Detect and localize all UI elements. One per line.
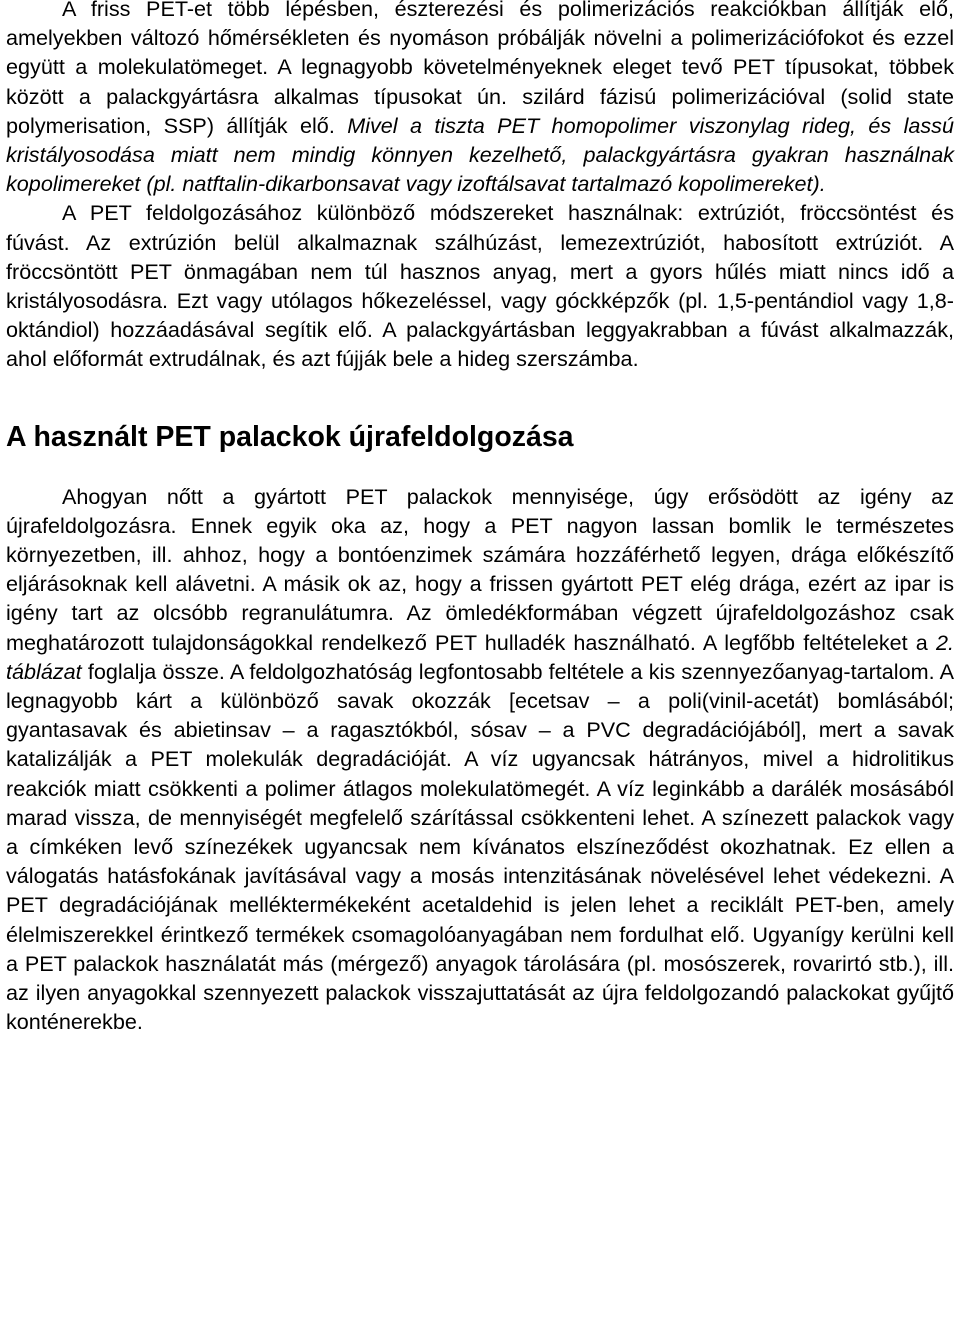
paragraph-text: Ahogyan nőtt a gyártott PET palackok mennyisége, úgy erősödött az igény az újrafeldolgozásra. Ennek egyik oka az, hogy a PET nagyon lassan bomlik le természetes környezetben, ill. ahhoz, hogy a bontóenzimek számára hozzáférhető legyen, drága előkészítő eljárásoknak kell alávetni. A másik ok az, hogy a frissen gyártott PET elég drága, ezért az ipar is igény tart az olcsóbb regranulátumra. Az ömledékformában végzett újrafeldolgozáshoz csak meghatározott tulajdonságokkal rendelkező PET hulladék használható. A legfőbb feltételeket a [6, 483, 954, 655]
italic-copolymer-note: Mivel a tiszta PET homopolimer viszonylag rideg, és lassú kristályosodása miatt nem mindig könnyen kezelhető, palackgyártásra gyakran használnak kopolimereket (pl. natftalin-dikarbonsavat vagy izoftálsavat tartalmazó kopolimereket). [6, 112, 954, 197]
paragraph-text: A friss PET-et több lépésben, észterezési és polimerizációs reakciókban állítják elő, amelyekben változó hőmérsékleten és nyomáson próbálják növelni a polimerizációfokot és ezzel együtt a molekulatömeget. A legnagyobb követelményeknek eleget tevő PET típusokat, többek között a palackgyártásra alkalmas típusokat ún. szilárd fázisú polimerizációval (solid state polymerisation, SSP) állítják elő. [6, 0, 954, 138]
section-heading-recycling: A használt PET palackok újrafeldolgozása [6, 420, 574, 453]
paragraph-text-continued: foglalja össze. A feldolgozhatóság legfontosabb feltétele a kis szennyezőanyag-tartalom. A legnagyobb kárt a különböző savak okozzák [ecetsav – a poli(vinil-acetát) bomlásából; gyantasavak és abietinsav – a ragasztókból, sósav – a PVC degradációjából], mert a savak katalizálják a PET molekulák degradációját. A víz ugyancsak hátrányos, mivel a hidrolitikus reakciók miatt csökkenti a polimer átlagos molekulatömegét. A víz leginkább a darálék mosásából marad vissza, de mennyiségét megfelelő szárítással csökkenteni lehet. A színezett palackok vagy a címkéken levő színezékek ugyancsak nem kívánatos elszíneződést okozhatnak. Ez ellen a válogatás hatásfokának javításával vagy a mosás intenzitásának növelésével lehet védekezni. A PET degradációjának melléktermékeként acetaldehid is jelen lehet a reciklált PET-ben, amely élelmiszerekkel érintkező termékek csomagolóanyagában nem fordulhat elő. Ugyanígy kerülni kell a PET palackok használatát más (mérgező) anyagok tárolására (pl. mosószerek, rovarirtó stb.), ill. az ilyen anyagokkal szennyezett palackok visszajuttatását az újra feldolgozandó palackokat gyűjtő konténerekbe. [6, 658, 954, 1035]
table-reference: 2. táblázat [6, 629, 954, 684]
paragraph-pet-processing: A PET feldolgozásához különböző módszereket használnak: extrúziót, fröccsöntést és fúvást. Az extrúzión belül alkalmaznak szálhúzást, lemezextrúziót, habosított extrúziót. A fröccsöntött PET önmagában nem túl hasznos anyag, mert a gyors hűlés miatt nincs idő a kristályosodásra. Ezt vagy utólagos hőkezeléssel, vagy góckképzők (pl. 1,5-pentándiol vagy 1,8-oktándiol) hozzáadásával segítik elő. A palackgyártásban leggyakrabban a fúvást alkalmazzák, ahol előformát extrudálnak, és azt fújják bele a hideg szerszámba. [6, 200, 954, 372]
paragraph-recycling [6, 482, 954, 1037]
document-page [6, 0, 954, 1037]
paragraph-pet-production [6, 0, 954, 198]
